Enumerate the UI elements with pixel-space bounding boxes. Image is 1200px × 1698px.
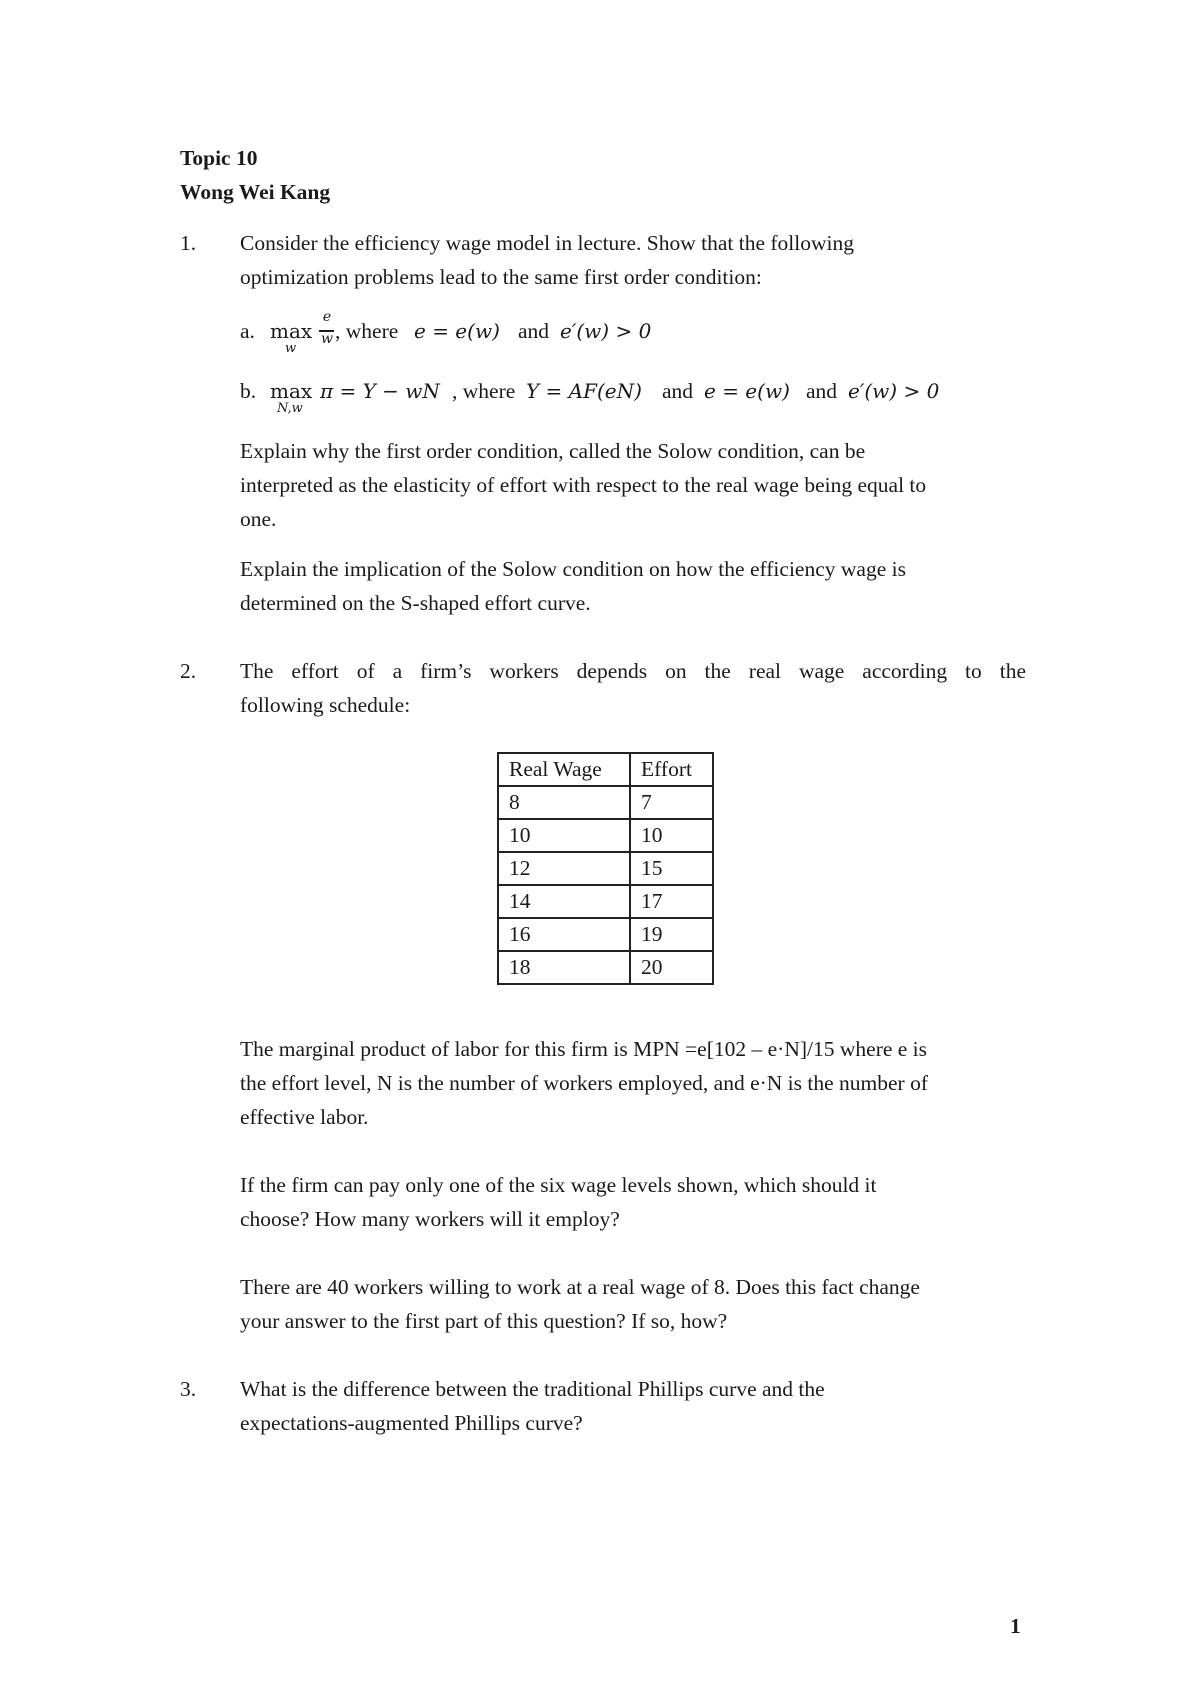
- table-row: [498, 951, 713, 984]
- q2-mpn-line1: The marginal product of labor for this firm is MPN =e[102 – e·N]/15 where e is: [240, 1037, 928, 1061]
- table-cell-wage: 14: [498, 885, 630, 918]
- table-cell-wage: 8: [498, 786, 630, 819]
- q2-intro-line1: The effort of a firm’s workers depends on the real wage according to the: [240, 659, 1026, 683]
- q3-number: 3.: [180, 1377, 197, 1401]
- q2-number: 2.: [180, 659, 197, 683]
- q2-part2-line2: your answer to the first part of this question? If so, how?: [240, 1309, 728, 1333]
- q1-paragraph1-line2: interpreted as the elasticity of effort with respect to the real wage being equal to: [240, 473, 927, 497]
- q1b-max-subscript: N,w: [277, 401, 303, 416]
- table-cell-effort: 10: [630, 819, 713, 852]
- table-cell-effort: 15: [630, 852, 713, 885]
- page-number: 1: [1010, 1614, 1021, 1638]
- q3-line2: expectations-augmented Phillips curve?: [240, 1411, 583, 1435]
- table-row: [498, 819, 713, 852]
- q2-part1-line1: If the firm can pay only one of the six wage levels shown, which should it: [240, 1173, 877, 1197]
- q1a-fraction-numerator: e: [322, 309, 332, 325]
- q1-number: 1.: [180, 231, 197, 255]
- effort-schedule-table: [497, 752, 714, 985]
- q2-intro-line2: following schedule:: [240, 693, 411, 717]
- q1a-max-subscript: w: [285, 341, 297, 356]
- table-cell-effort: 7: [630, 786, 713, 819]
- q1-paragraph1-line1: Explain why the first order condition, called the Solow condition, can be: [240, 439, 866, 463]
- q3-line1: What is the difference between the traditional Phillips curve and the: [240, 1377, 825, 1401]
- table-row: [498, 918, 713, 951]
- q1b-effort-function: e = e(w): [704, 379, 790, 403]
- q1b-where: , where: [452, 379, 516, 403]
- table-cell-wage: 12: [498, 852, 630, 885]
- q1-intro-line1: Consider the efficiency wage model in lecture. Show that the following: [240, 231, 854, 255]
- q1b-condition: e′(w) > 0: [848, 379, 940, 403]
- table-cell-effort: 20: [630, 951, 713, 984]
- q1a-effort-function: e = e(w): [414, 319, 500, 343]
- q2-part1-line2: choose? How many workers will it employ?: [240, 1207, 620, 1231]
- q1b-label: b.: [240, 379, 257, 403]
- table-header-row: [498, 753, 713, 786]
- q1b-production-function: Y = AF(eN): [526, 379, 642, 403]
- q2-part2-line1: There are 40 workers willing to work at a real wage of 8. Does this fact change: [240, 1275, 920, 1299]
- q1a-fraction-denominator: w: [321, 331, 333, 347]
- table-cell-effort: 19: [630, 918, 713, 951]
- q1-paragraph2-line2: determined on the S-shaped effort curve.: [240, 591, 591, 615]
- table-cell-effort: 17: [630, 885, 713, 918]
- q1a-and: and: [518, 319, 550, 343]
- q1a-where: , where: [335, 319, 399, 343]
- q1-paragraph1-line3: one.: [240, 507, 277, 531]
- table-row: [498, 885, 713, 918]
- table-cell-wage: 18: [498, 951, 630, 984]
- q1a-max: max: [270, 319, 313, 343]
- q1a-condition: e′(w) > 0: [560, 319, 652, 343]
- table-header-real-wage: Real Wage: [498, 753, 630, 786]
- q1b-and-2: and: [806, 379, 838, 403]
- q1b-profit-expression: π = Y − wN: [320, 379, 440, 403]
- table-header-effort: Effort: [630, 753, 713, 786]
- q1b-and-1: and: [662, 379, 694, 403]
- table-cell-wage: 10: [498, 819, 630, 852]
- topic-heading: Topic 10: [180, 146, 258, 170]
- table-row: [498, 852, 713, 885]
- q1b-max: max: [270, 379, 313, 403]
- q2-mpn-line3: effective labor.: [240, 1105, 369, 1129]
- q1a-label: a.: [240, 319, 255, 343]
- q2-mpn-line2: the effort level, N is the number of workers employed, and e·N is the number of: [240, 1071, 928, 1095]
- table-row: [498, 786, 713, 819]
- q1-intro-line2: optimization problems lead to the same first order condition:: [240, 265, 762, 289]
- q1-paragraph2-line1: Explain the implication of the Solow condition on how the efficiency wage is: [240, 557, 906, 581]
- table-cell-wage: 16: [498, 918, 630, 951]
- author-name: Wong Wei Kang: [180, 180, 331, 204]
